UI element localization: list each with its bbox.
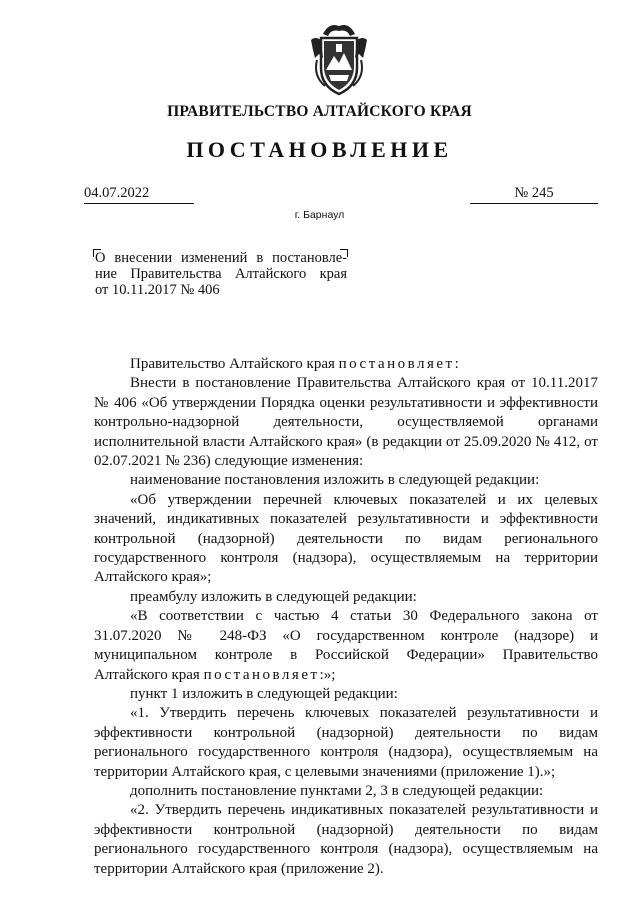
document-date: 04.07.2022 xyxy=(84,185,194,204)
body-paragraph: преамбулу изложить в следующей редакции: xyxy=(130,588,417,605)
subject-line: О внесении изменений в постановле- xyxy=(95,250,347,266)
body-paragraph: дополнить постановление пунктами 2, 3 в следующей редакции: xyxy=(130,782,544,799)
document-subject xyxy=(95,250,347,298)
body-paragraph: «2. Утвердить перечень индикативных показателей результативности и эффективности контрольной (надзорной) деятельности по видам регионального государственного контроля (надзора), осуществляемым на территории Алтайского края (приложение 2). xyxy=(94,802,598,877)
body-paragraph: «1. Утвердить перечень ключевых показателей результативности и эффективности контрольной (надзорной) деятельности по видам регионального государственного контроля (надзора), осуществляемым на территории Алтайского края, с целевыми значениями (приложение 1).»; xyxy=(94,705,598,780)
document-type-title: ПОСТАНОВЛЕНИЕ xyxy=(186,137,453,162)
preamble-text: «В соответствии с частью 4 статьи 30 Федерального закона от 31.07.2020 № 248-ФЗ «О государственном контроле (надзоре) и муниципальном контроле в Российской Федерации» Правительство Алтайского края xyxy=(94,608,598,683)
intro-text: Правительство Алтайского края xyxy=(130,356,339,372)
preamble-end: :»; xyxy=(319,666,336,683)
body-paragraph: «Об утверждении перечней ключевых показателей и их целевых значений, индикативных показателей результативности и эффективности контрольной (надзорной) деятельности по видам регионального государственного контроля (надзора), осуществляемым на территории Алтайского края»; xyxy=(94,491,598,586)
body-paragraph: наименование постановления изложить в следующей редакции: xyxy=(130,472,540,489)
preamble-decree-word: постановляет xyxy=(203,666,320,683)
organization-title: ПРАВИТЕЛЬСТВО АЛТАЙСКОГО КРАЯ xyxy=(167,103,472,120)
subject-line: от 10.11.2017 № 406 xyxy=(95,282,220,298)
subject-line: ние Правительства Алтайского края xyxy=(95,266,347,282)
intro-decree-word: постановляет: xyxy=(338,356,462,372)
body-paragraph: пункт 1 изложить в следующей редакции: xyxy=(130,685,398,702)
document-city: г. Барнаул xyxy=(294,209,345,221)
body-paragraph: Внести в постановление Правительства Алтайского края от 10.11.2017 № 406 «Об утверждении Порядка оценки результативности и эффективности контрольно-надзорной деятельности, осуществляемой органами исполнительной власти Алтайского края» (в редакции от 25.09.2020 № 412, от 02.07.2021 № 236) следующие изменения: xyxy=(94,375,598,470)
document-number: № 245 xyxy=(470,185,598,204)
body-paragraph xyxy=(94,607,598,685)
intro-paragraph xyxy=(94,355,598,374)
coat-of-arms-icon xyxy=(303,20,375,100)
document-body xyxy=(94,355,598,879)
